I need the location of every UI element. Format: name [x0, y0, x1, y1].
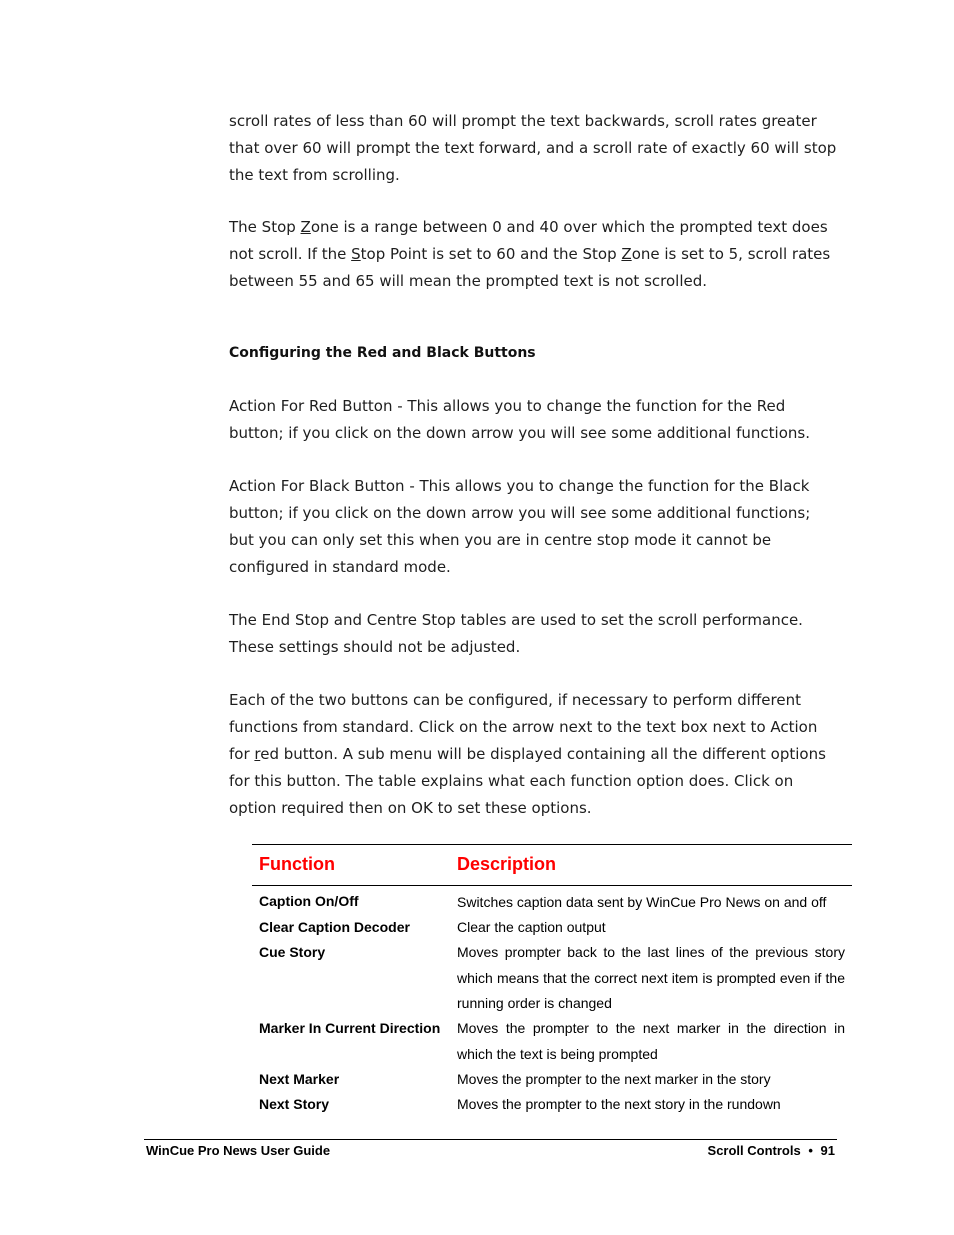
- function-cell: Next Marker: [259, 1071, 340, 1087]
- table-top-rule: [252, 844, 852, 845]
- table-header-function: Function: [259, 854, 335, 874]
- paragraph-stop-tables: The End Stop and Centre Stop tables are used to set the scroll performance. These settings should not be adjusted.: [229, 611, 803, 656]
- underlined-mnemonic: r: [254, 745, 261, 763]
- description-cell: Moves the prompter to the next marker in the story: [457, 1071, 771, 1087]
- description-cell: Clear the caption output: [457, 919, 606, 935]
- text-run: one is set to 5, scroll rates between 55 and 65 will mean the prompted text is not scrolled.: [229, 245, 831, 290]
- function-cell: Clear Caption Decoder: [259, 919, 410, 935]
- footer-section-name: Scroll Controls: [707, 1143, 801, 1158]
- paragraph-scroll-rates: scroll rates of less than 60 will prompt the text backwards, scroll rates greater that over 60 will prompt the text forward, and a scroll rate of exactly 60 will stop the text from scrolling.: [229, 112, 837, 184]
- footer-rule: [144, 1139, 837, 1140]
- function-cell: Cue Story: [259, 944, 326, 960]
- page-number: 91: [820, 1143, 835, 1158]
- paragraph-black-button: Action For Black Button - This allows you to change the function for the Black button; if you click on the down arrow you will see some additional functions; but you can only set this when you are in centre stop mode it cannot be configured in standard mode.: [229, 477, 811, 576]
- paragraph-stop-zone: [229, 214, 839, 295]
- function-cell: Next Story: [259, 1096, 330, 1112]
- description-cell: Moves the prompter to the next marker in the direction in which the text is being prompted: [457, 1020, 845, 1062]
- text-run: one is a range between 0 and 40 over which the prompted text does not scroll. If the: [229, 218, 828, 263]
- bullet-icon: •: [808, 1143, 813, 1158]
- description-cell: Moves the prompter to the next story in the rundown: [457, 1096, 781, 1112]
- text-run: ed button. A sub menu will be displayed containing all the different options for this button. The table explains what each function option does. Click on option required then on OK to set these options.: [229, 745, 826, 817]
- underlined-mnemonic: Z: [300, 218, 311, 236]
- description-cell: Switches caption data sent by WinCue Pro News on and off: [457, 894, 827, 910]
- function-cell: Marker In Current Direction: [259, 1020, 441, 1036]
- underlined-mnemonic: S: [351, 245, 361, 263]
- footer-page-info: [708, 1142, 835, 1160]
- table-header-rule: [252, 885, 852, 886]
- paragraph-configure-buttons: [229, 687, 839, 822]
- text-run: The Stop: [229, 218, 301, 236]
- text-run: Each of the two buttons can be configured, if necessary to perform different functions from standard. Click on the arrow next to the text box next to Action for: [229, 691, 818, 763]
- function-cell: Caption On/Off: [259, 893, 359, 909]
- text-run: top Point is set to 60 and the Stop: [360, 245, 622, 263]
- table-header-description: Description: [457, 854, 557, 874]
- description-cell: Moves prompter back to the last lines of the previous story which means that the correct next item is prompted even if the running order is changed: [457, 944, 845, 1011]
- section-heading: Configuring the Red and Black Buttons: [229, 345, 536, 361]
- underlined-mnemonic: Z: [621, 245, 632, 263]
- footer-guide-title: WinCue Pro News User Guide: [146, 1143, 331, 1158]
- paragraph-red-button: Action For Red Button - This allows you to change the function for the Red button; if you click on the down arrow you will see some additional functions.: [229, 397, 810, 442]
